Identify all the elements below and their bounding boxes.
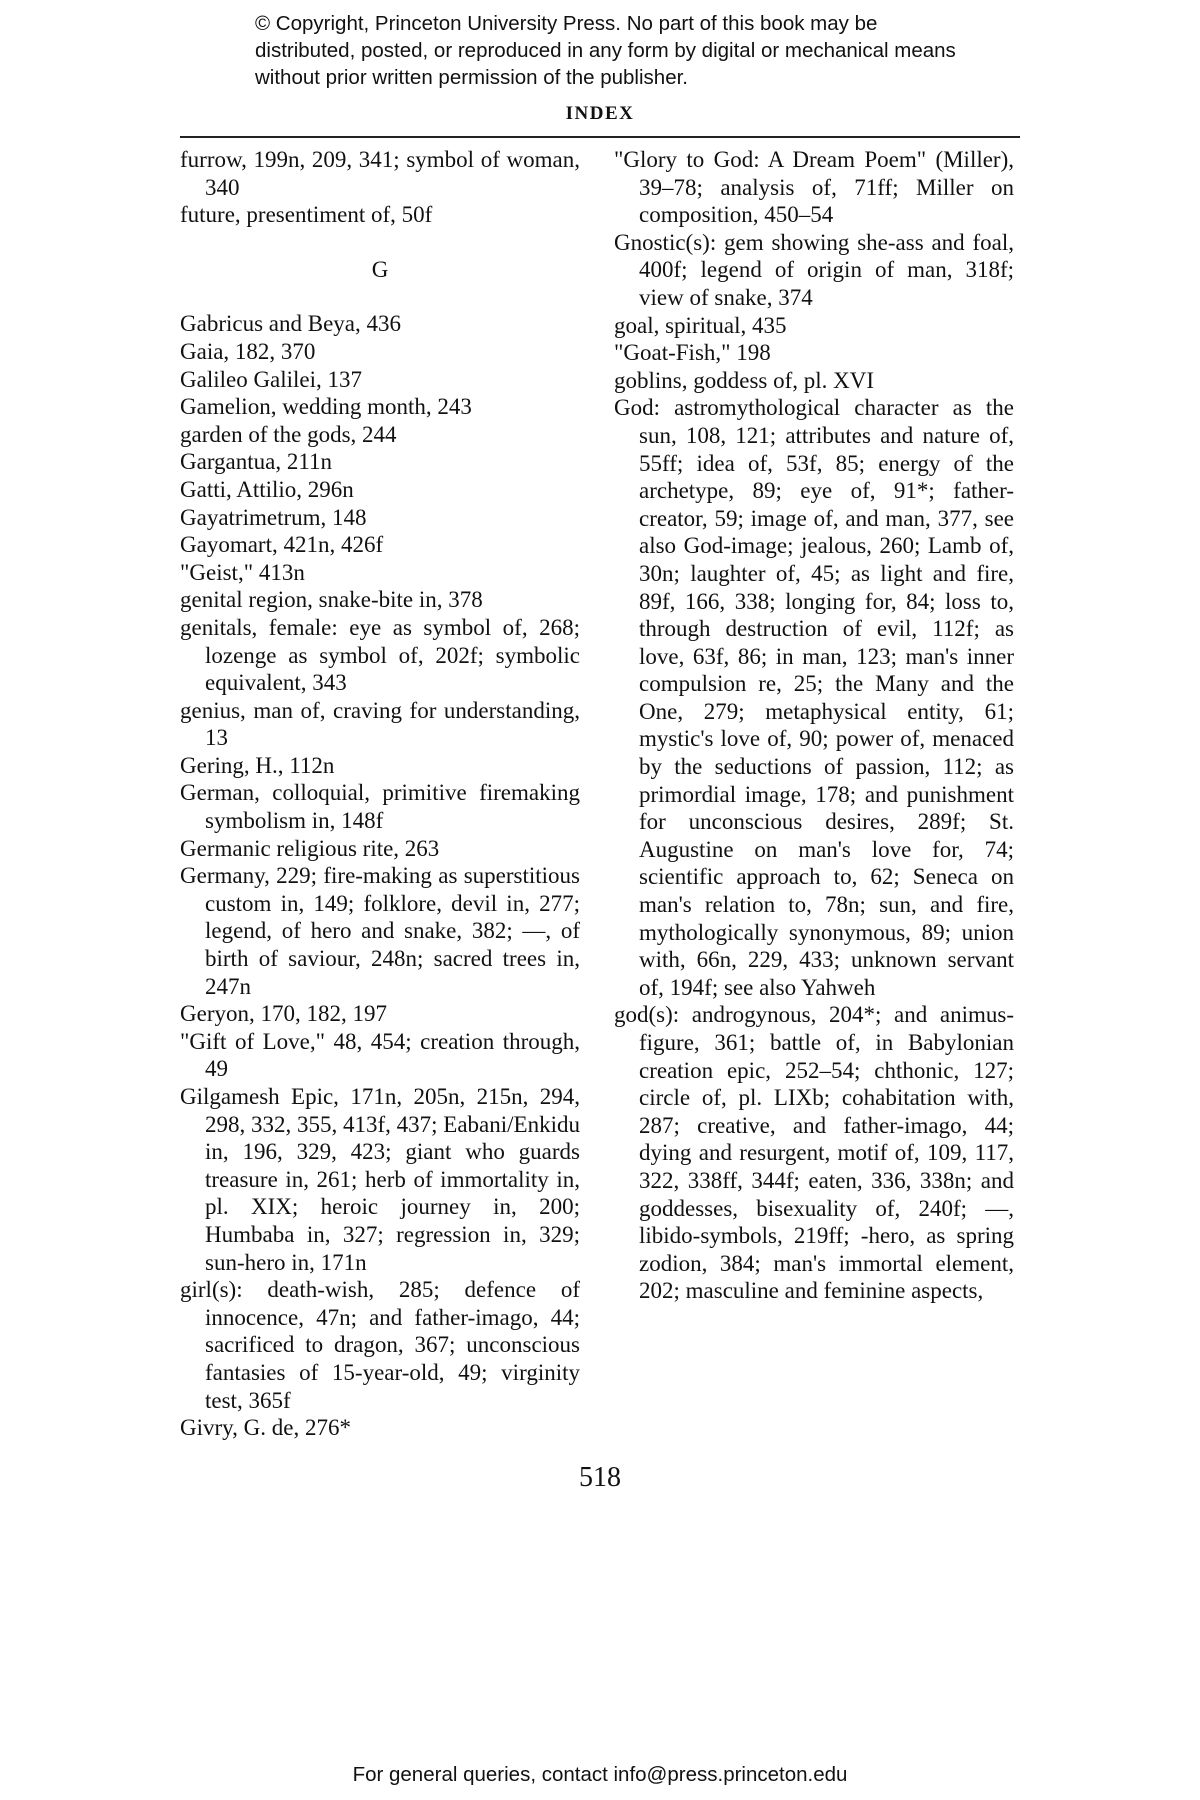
footer-contact: For general queries, contact info@press.princeton.edu bbox=[352, 1763, 848, 1786]
running-head: INDEX bbox=[565, 103, 635, 124]
right-column bbox=[614, 146, 1014, 1305]
page-number: 518 bbox=[579, 1462, 621, 1493]
index-entry: "Goat-Fish," 198 bbox=[614, 340, 771, 366]
index-entry: God: astromythological character as the sun, 108, 121; attributes and nature of, 55ff; idea of, 53f, 85; energy of the archetype, 89; eye of, 91*; father-creator, 59; image of, and man, 377, see also God-image; jealous, 260; Lamb of, 30n; laughter of, 45; as light and fire, 89f, 166, 338; longing for, 84; loss to, through destruction of evil, 112f; as love, 63f, 86; in man, 123; man's inner compulsion re, 25; the Many and the One, 279; metaphysical entity, 61; mystic's love of, 90; power of, menaced by the seductions of passion, 112; as primordial image, 178; and punishment for unconscious desires, 289f; St. Augustine on man's love for, 74; scientific approach to, 62; Seneca on man's relation to, 78n; sun, and fire, mythologically synonymous, 89; union with, 66n, 229, 433; unknown servant of, 194f; see also Yahweh bbox=[614, 395, 1014, 1000]
index-entry: garden of the gods, 244 bbox=[180, 421, 397, 447]
index-entry: genitals, female: eye as symbol of, 268; lozenge as symbol of, 202f; symbolic equivalent, 343 bbox=[180, 614, 580, 696]
index-entry: Gayomart, 421n, 426f bbox=[180, 532, 384, 558]
index-entry: Gatti, Attilio, 296n bbox=[180, 476, 354, 502]
index-entry: goblins, goddess of, pl. XVI bbox=[614, 367, 875, 393]
index-entry: Germany, 229; fire-making as superstitious custom in, 149; folklore, devil in, 277; legend, of hero and snake, 382; —, of birth of saviour, 248n; sacred trees in, 247n bbox=[180, 863, 580, 999]
index-entry: Gamelion, wedding month, 243 bbox=[180, 394, 472, 420]
copyright-notice: © Copyright, Princeton University Press. No part of this book may be distributed, posted, or reproduced in any form by digital or mechanical means without prior written permission of the publisher. bbox=[255, 12, 956, 89]
index-entry: "Glory to God: A Dream Poem" (Miller), 39–78; analysis of, 71ff; Miller on composition, 450–54 bbox=[614, 147, 1014, 228]
index-entry: German, colloquial, primitive firemaking symbolism in, 148f bbox=[180, 780, 580, 834]
index-entry: "Geist," 413n bbox=[180, 559, 305, 585]
index-entry: god(s): androgynous, 204*; and animus-figure, 361; battle of, in Babylonian creation epic, 252–54; chthonic, 127; circle of, pl. LIXb; cohabitation with, 287; creative, and father-imago, 44; dying and resurgent, motif of, 109, 117, 322, 338ff, 344f; eaten, 336, 338n; and goddesses, bisexuality of, 240f; —, libido-symbols, 219ff; -hero, as spring zodion, 384; man's immortal element, 202; masculine and feminine aspects, bbox=[614, 1002, 1014, 1304]
header-rule bbox=[180, 136, 1020, 138]
index-entry: Gaia, 182, 370 bbox=[180, 338, 316, 364]
left-column bbox=[180, 146, 580, 1442]
index-entry: Geryon, 170, 182, 197 bbox=[180, 1001, 387, 1027]
index-entry: Givry, G. de, 276* bbox=[180, 1415, 351, 1441]
index-entry: genius, man of, craving for understanding, 13 bbox=[180, 697, 580, 751]
index-entry: Gayatrimetrum, 148 bbox=[180, 504, 367, 530]
index-entry: goal, spiritual, 435 bbox=[614, 312, 787, 338]
index-entry: Gilgamesh Epic, 171n, 205n, 215n, 294, 298, 332, 355, 413f, 437; Eabani/Enkidu in, 196, 329, 423; giant who guards treasure in, 261; herb of immortality in, pl. XIX; heroic journey in, 200; Humbaba in, 327; regression in, 329; sun-hero in, 171n bbox=[180, 1084, 580, 1275]
index-entry: Gargantua, 211n bbox=[180, 449, 333, 475]
index-entry: Gabricus and Beya, 436 bbox=[180, 311, 401, 337]
index-entry: Gering, H., 112n bbox=[180, 752, 335, 778]
index-entry: Gnostic(s): gem showing she-ass and foal, 400f; legend of origin of man, 318f; view of snake, 374 bbox=[614, 229, 1014, 310]
index-entry: girl(s): death-wish, 285; defence of innocence, 47n; and father-imago, 44; sacrificed to dragon, 367; unconscious fantasies of 15-year-old, 49; virginity test, 365f bbox=[180, 1277, 580, 1413]
index-entry: Galileo Galilei, 137 bbox=[180, 366, 363, 392]
index-entry: future, presentiment of, 50f bbox=[180, 202, 433, 228]
index-entry: genital region, snake-bite in, 378 bbox=[180, 587, 483, 613]
letter-heading: G bbox=[371, 256, 389, 282]
index-entry: "Gift of Love," 48, 454; creation through, 49 bbox=[180, 1028, 580, 1082]
index-entry: Germanic religious rite, 263 bbox=[180, 835, 440, 861]
index-entry: furrow, 199n, 209, 341; symbol of woman, 340 bbox=[180, 147, 580, 200]
